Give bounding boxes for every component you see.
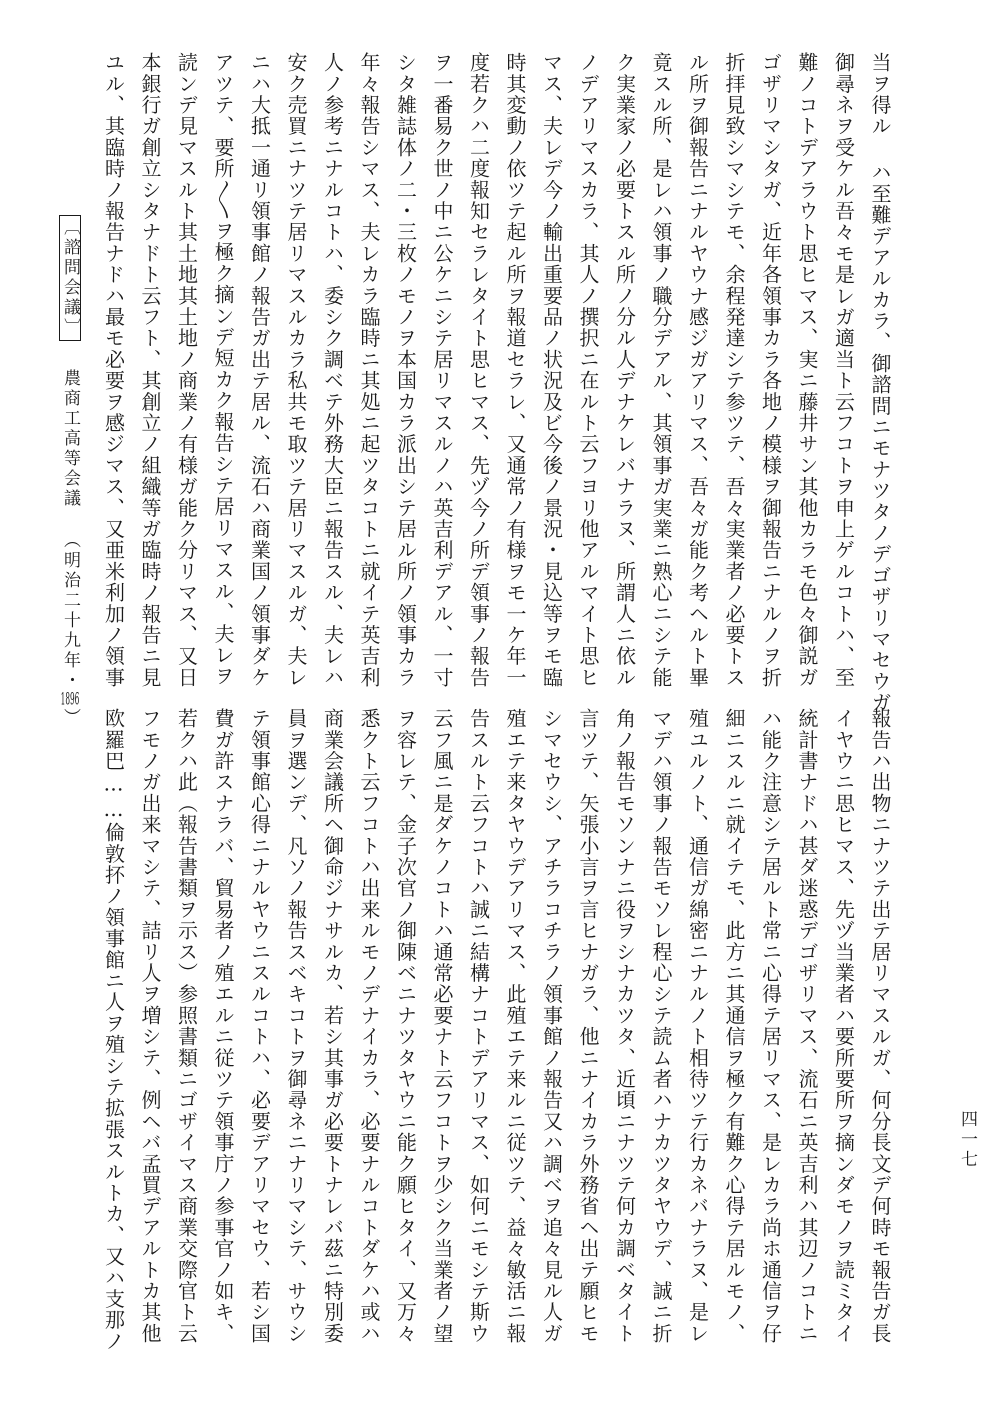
running-header bbox=[58, 215, 82, 728]
text-column: 折拝見致シマシテモ、余程発達シテ参ツテ、吾々実業者ノ必要トス bbox=[722, 52, 746, 688]
text-column: ク実業家ノ必要トスル所ノ分ル人デナケレバナラヌ、所謂人ニ依ル bbox=[612, 52, 637, 688]
text-column: 細ニスルニ就イテモ、此方ニ其通信ヲ極ク有難ク心得テ居ルモノ、 bbox=[722, 708, 746, 1344]
text-column: 安ク売買ニナツテ居リマスルカラ私共モ取ツテ居リマスルガ、夫レ bbox=[284, 52, 308, 688]
text-column: 読ンデ見マスルト其土地其土地ノ商業ノ有様ガ能ク分リマス、又日 bbox=[174, 52, 199, 688]
text-column: マデハ領事ノ報告モソレ程心シテ読ム者ハナカツタヤウデ、誠ニ折 bbox=[649, 708, 673, 1344]
text-column: ヲ一番易ク世ノ中ニ公ケニシテ居リマスルノハ英吉利デアル、一寸 bbox=[430, 52, 454, 688]
text-column: イヤウニ思ヒマス、先ヅ当業者ハ要所要所ヲ摘ンダモノヲ読ミタイ bbox=[831, 708, 856, 1344]
text-column: ヲ容レテ、金子次官ノ御陳ベニナツタヤウニ能ク願ヒタイ、又万々 bbox=[393, 708, 418, 1344]
text-column: マス、夫レデ今ノ輸出重要品ノ状況及ビ今後ノ景況・見込等ヲモ臨 bbox=[539, 52, 564, 688]
text-column: 商業会議所ヘ御命ジナサルカ、若シ其事ガ必要トナレバ茲ニ特別委 bbox=[320, 708, 345, 1344]
text-column: 難ノコトデアラウト思ヒマス、実ニ藤井サン其他カラモ色々御説ガ bbox=[795, 52, 819, 688]
text-column: 本銀行ガ創立シタナドト云フト、其創立ノ組織等ガ臨時ノ報告ニ見 bbox=[138, 52, 162, 688]
text-column: 告スルト云フコトハ誠ニ結構ナコトデアリマス、如何ニモシテ斯ウ bbox=[466, 708, 491, 1344]
text-column: 時其変動ノ依ツテ起ル所ヲ報道セラレ、又通常ノ有様ヲモ一ケ年一 bbox=[503, 52, 527, 688]
text-column: 殖ユルノト、通信ガ綿密ニナルノト相待ツテ行カネバナラヌ、是レ bbox=[685, 708, 710, 1344]
text-column: 云フ風ニ是ダケノコトハ通常必要ナト云フコトヲ少シク当業者ノ望 bbox=[430, 708, 454, 1344]
text-column: ル所ヲ御報告ニナルヤウナ感ジガアリマス、吾々ガ能ク考ヘルト畢 bbox=[685, 52, 710, 688]
text-column: 年々報告シマス、夫レカラ臨時ニ其処ニ起ツタコトニ就イテ英吉利 bbox=[357, 52, 381, 688]
text-column: アツテ、要所〱ヲ極ク摘ンデ短カク報告シテ居リマスル、夫レヲ bbox=[211, 52, 235, 687]
text-column: 費ガ許スナラバ、貿易者ノ殖エルニ従ツテ領事庁ノ参事官ノ如キ、 bbox=[211, 708, 235, 1344]
text-column: テ領事館心得ニナルヤウニスルコトハ、必要デアリマセウ、若シ国 bbox=[247, 708, 272, 1344]
text-column: 若クハ此（報告書類ヲ示ス）参照書類ニゴザイマス商業交際官ト云 bbox=[174, 708, 199, 1344]
text-column: 言ツテ、矢張小言ヲ言ヒナガラ、他ニナイカラ外務省ヘ出テ願ヒモ bbox=[576, 708, 600, 1344]
section-tag: 〔諮問会議〕 bbox=[59, 215, 81, 341]
text-column: ハ能ク注意シテ居ルト常ニ心得テ居リマス、是レカラ尚ホ通信ヲ仔 bbox=[758, 708, 783, 1344]
page-number: 四一七 bbox=[957, 1110, 977, 1170]
text-column: ノデアリマスカラ、其人ノ撰択ニ在ルト云フヨリ他アルマイト思ヒ bbox=[576, 52, 600, 688]
text-column: 悉クト云フコトハ出来ルモノデナイカラ、必要ナルコトダケハ或ハ bbox=[357, 708, 381, 1344]
text-column: シマセウシ、アチラコチラノ領事館ノ報告又ハ調ベヲ追々見ル人ガ bbox=[539, 708, 564, 1344]
year-label: 1896 bbox=[60, 691, 80, 708]
era-label: （明治二十九年・ bbox=[60, 531, 80, 691]
era-close: ） bbox=[60, 708, 80, 728]
text-column: ユル、其臨時ノ報告ナドハ最モ必要ヲ感ジマス、又亜米利加ノ領事 bbox=[101, 52, 126, 688]
text-column: フモノガ出来マシテ、詰リ人ヲ増シテ、例ヘバ孟買デアルトカ其他 bbox=[138, 708, 162, 1344]
text-column: 度若クハ二度報知セラレタイト思ヒマス、先ヅ今ノ所デ領事ノ報告 bbox=[466, 52, 491, 688]
text-column: 御尋ネヲ受ケル吾々モ是レガ適当ト云フコトヲ申上ゲルコトハ、至 bbox=[831, 52, 856, 688]
text-column: 統計書ナドハ甚ダ迷惑デゴザリマス、流石ニ英吉利ハ其辺ノコトニ bbox=[795, 708, 819, 1344]
text-column: 員ヲ選ンデ、凡ソノ報告スベキコトヲ御尋ネニナリマシテ、サウシ bbox=[284, 708, 308, 1344]
text-column: ゴザリマシタガ、近年各領事カラ各地ノ模様ヲ御報告ニナルノヲ折 bbox=[758, 52, 783, 688]
text-column: ニハ大抵一通リ領事館ノ報告ガ出テ居ル、流石ハ商業国ノ領事ダケ bbox=[247, 52, 272, 688]
volume-title: 農商工高等会議 bbox=[60, 369, 80, 509]
text-column: 竟スル所、是レハ領事ノ職分デアル、其領事ガ実業ニ熟心ニシテ能 bbox=[649, 52, 673, 688]
text-column: 角ノ報告モソンナニ役ヲシナカツタ、近頃ニナツテ何カ調ベタイト bbox=[612, 708, 637, 1344]
text-column: 当ヲ得ル ハ至難デアルカラ、御諮問ニモナツタノデゴザリマセウガ bbox=[868, 52, 892, 714]
text-column: 人ノ参考ニナルコトハ、委シク調ベテ外務大臣ニ報告スル、夫レハ bbox=[320, 52, 345, 688]
text-column: 殖エテ来タヤウデアリマス、此殖エテ来ルニ従ツテ、益々敏活ニ報 bbox=[503, 708, 527, 1344]
text-column: 欧羅巴……倫敦抔ノ領事館ニ人ヲ殖シテ拡張スルトカ、又ハ支那ノ bbox=[101, 708, 126, 1353]
text-column: シタ雑誌体ノ二・三枚ノモノヲ本国カラ派出シテ居ル所ノ領事カラ bbox=[393, 52, 418, 688]
text-column: 報告ハ出物ニナツテ出テ居リマスルガ、何分長文デ何時モ報告ガ長 bbox=[868, 708, 892, 1344]
